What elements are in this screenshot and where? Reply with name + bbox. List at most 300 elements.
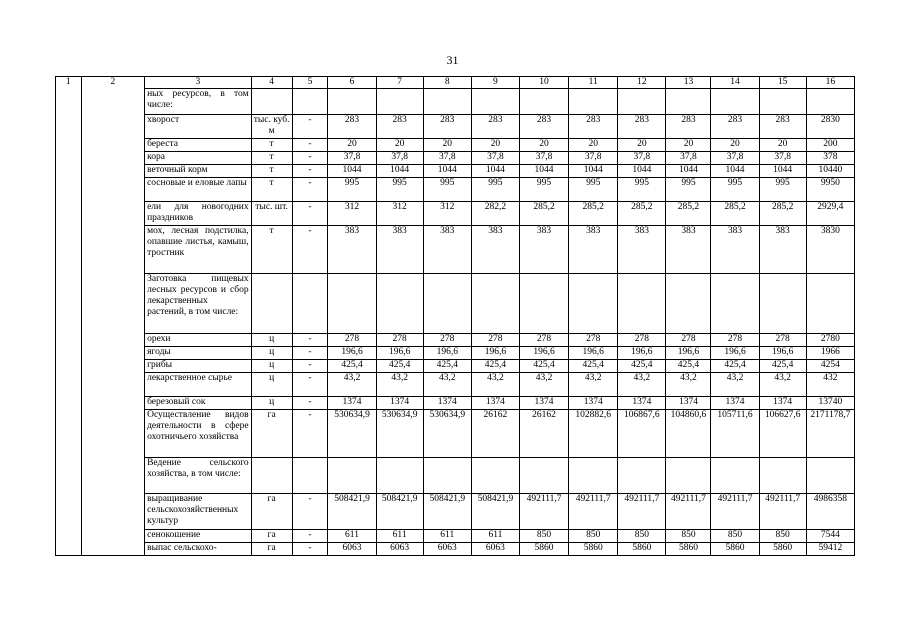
empty-cell [56, 226, 82, 274]
header-cell: 11 [569, 77, 618, 89]
value-cell: 37,8 [519, 152, 568, 165]
value-cell: 6063 [423, 543, 471, 556]
table-row [56, 360, 855, 373]
value-cell: 492111,7 [569, 494, 618, 530]
unit-cell: т [251, 226, 292, 274]
value-cell: 20 [423, 139, 471, 152]
value-cell: 285,2 [711, 202, 759, 226]
empty-cell [81, 360, 145, 373]
value-cell: 850 [569, 530, 618, 543]
unit-cell: ц [251, 360, 292, 373]
value-cell: 1374 [471, 397, 519, 410]
value-cell: 383 [328, 226, 376, 274]
resource-name-cell: береста [145, 139, 252, 152]
resource-name-cell: ели для новогодних праздников [145, 202, 252, 226]
table-row [56, 226, 855, 274]
value-cell: 285,2 [519, 202, 568, 226]
header-cell: 2 [81, 77, 145, 89]
value-cell: 4254 [806, 360, 854, 373]
value-cell: 611 [376, 530, 423, 543]
value-cell: 278 [328, 334, 376, 347]
table-row [56, 397, 855, 410]
empty-cell [81, 530, 145, 543]
value-cell: 26162 [471, 410, 519, 458]
value-cell: 196,6 [471, 347, 519, 360]
value-cell: 37,8 [328, 152, 376, 165]
empty-cell [56, 139, 82, 152]
value-cell: 200 [806, 139, 854, 152]
value-cell [423, 89, 471, 115]
value-cell: 37,8 [618, 152, 666, 165]
table-row [56, 139, 855, 152]
value-cell: 508421,9 [423, 494, 471, 530]
value-cell: 37,8 [423, 152, 471, 165]
value-cell: 105711,6 [711, 410, 759, 458]
empty-cell [56, 410, 82, 458]
empty-cell [81, 334, 145, 347]
value-cell [519, 89, 568, 115]
value-cell: 1374 [759, 397, 806, 410]
resource-name-cell: мох, лесная подстилка, опавшие листья, камыш, тростник [145, 226, 252, 274]
value-cell: 995 [711, 178, 759, 202]
resource-name-cell: выпас сельскохо- [145, 543, 252, 556]
table-row [56, 347, 855, 360]
value-cell: 20 [328, 139, 376, 152]
value-cell: 278 [423, 334, 471, 347]
header-cell: 5 [292, 77, 328, 89]
value-cell: 1374 [569, 397, 618, 410]
column-5-cell: - [292, 165, 328, 178]
value-cell: 37,8 [376, 152, 423, 165]
value-cell: 43,2 [328, 373, 376, 397]
header-cell: 1 [56, 77, 82, 89]
value-cell [618, 274, 666, 334]
value-cell: 850 [519, 530, 568, 543]
value-cell: 37,8 [569, 152, 618, 165]
value-cell: 425,4 [759, 360, 806, 373]
value-cell [328, 274, 376, 334]
value-cell: 278 [618, 334, 666, 347]
column-5-cell: - [292, 202, 328, 226]
empty-cell [56, 347, 82, 360]
value-cell: 13740 [806, 397, 854, 410]
resource-name-cell: ных ресурсов, в том числе: [145, 89, 252, 115]
table-row [56, 89, 855, 115]
value-cell: 5860 [519, 543, 568, 556]
value-cell: 1374 [666, 397, 711, 410]
value-cell: 1374 [376, 397, 423, 410]
table-row [56, 202, 855, 226]
empty-cell [81, 202, 145, 226]
value-cell [471, 458, 519, 494]
empty-cell [56, 89, 82, 115]
value-cell: 995 [423, 178, 471, 202]
empty-cell [81, 139, 145, 152]
value-cell: 1044 [711, 165, 759, 178]
value-cell: 285,2 [666, 202, 711, 226]
value-cell: 995 [618, 178, 666, 202]
column-5-cell: - [292, 360, 328, 373]
empty-cell [81, 494, 145, 530]
value-cell: 106867,6 [618, 410, 666, 458]
value-cell: 283 [376, 115, 423, 139]
value-cell: 383 [423, 226, 471, 274]
value-cell: 611 [328, 530, 376, 543]
empty-cell [56, 202, 82, 226]
empty-cell [81, 543, 145, 556]
value-cell: 7544 [806, 530, 854, 543]
value-cell: 283 [666, 115, 711, 139]
value-cell: 1044 [328, 165, 376, 178]
value-cell: 508421,9 [328, 494, 376, 530]
value-cell: 43,2 [666, 373, 711, 397]
value-cell: 383 [666, 226, 711, 274]
header-row [56, 77, 855, 89]
value-cell: 1044 [666, 165, 711, 178]
unit-cell: т [251, 178, 292, 202]
empty-cell [81, 373, 145, 397]
unit-cell: тыс. куб. м [251, 115, 292, 139]
value-cell: 102882,6 [569, 410, 618, 458]
value-cell: 2171178,7 [806, 410, 854, 458]
unit-cell: га [251, 410, 292, 458]
value-cell [666, 458, 711, 494]
value-cell: 20 [711, 139, 759, 152]
value-cell: 283 [519, 115, 568, 139]
value-cell: 1374 [328, 397, 376, 410]
value-cell: 383 [376, 226, 423, 274]
value-cell: 425,4 [711, 360, 759, 373]
value-cell: 1966 [806, 347, 854, 360]
table-row [56, 410, 855, 458]
value-cell: 26162 [519, 410, 568, 458]
unit-cell: ц [251, 373, 292, 397]
resource-name-cell: Заготовка пищевых лесных ресурсов и сбор лекарственных растений, в том числе: [145, 274, 252, 334]
value-cell: 1044 [618, 165, 666, 178]
value-cell [759, 458, 806, 494]
unit-cell: га [251, 494, 292, 530]
empty-cell [56, 494, 82, 530]
unit-cell: тыс. шт. [251, 202, 292, 226]
value-cell: 530634,9 [328, 410, 376, 458]
unit-cell: ц [251, 347, 292, 360]
empty-cell [81, 397, 145, 410]
value-cell: 5860 [711, 543, 759, 556]
value-cell: 278 [666, 334, 711, 347]
value-cell: 4986358 [806, 494, 854, 530]
value-cell: 196,6 [328, 347, 376, 360]
value-cell [711, 274, 759, 334]
header-cell: 9 [471, 77, 519, 89]
value-cell: 530634,9 [423, 410, 471, 458]
empty-cell [56, 360, 82, 373]
value-cell: 383 [759, 226, 806, 274]
resource-name-cell: хворост [145, 115, 252, 139]
page-number: 31 [446, 53, 459, 67]
value-cell: 6063 [376, 543, 423, 556]
value-cell [569, 458, 618, 494]
value-cell: 3830 [806, 226, 854, 274]
value-cell: 492111,7 [618, 494, 666, 530]
value-cell: 10440 [806, 165, 854, 178]
unit-cell [251, 458, 292, 494]
unit-cell: га [251, 543, 292, 556]
value-cell: 43,2 [519, 373, 568, 397]
column-5-cell: - [292, 397, 328, 410]
value-cell: 196,6 [423, 347, 471, 360]
column-5-cell: - [292, 226, 328, 274]
table-row [56, 274, 855, 334]
value-cell: 196,6 [519, 347, 568, 360]
empty-cell [56, 458, 82, 494]
header-cell: 8 [423, 77, 471, 89]
empty-cell [81, 165, 145, 178]
value-cell [328, 458, 376, 494]
column-5-cell [292, 274, 328, 334]
value-cell: 196,6 [569, 347, 618, 360]
value-cell [666, 89, 711, 115]
value-cell: 283 [618, 115, 666, 139]
value-cell: 196,6 [376, 347, 423, 360]
value-cell: 285,2 [618, 202, 666, 226]
header-cell: 7 [376, 77, 423, 89]
value-cell [569, 274, 618, 334]
header-cell: 12 [618, 77, 666, 89]
value-cell [711, 458, 759, 494]
value-cell [423, 458, 471, 494]
table-row [56, 152, 855, 165]
value-cell: 425,4 [618, 360, 666, 373]
value-cell [806, 89, 854, 115]
value-cell: 43,2 [376, 373, 423, 397]
value-cell: 43,2 [423, 373, 471, 397]
value-cell: 492111,7 [759, 494, 806, 530]
value-cell: 43,2 [711, 373, 759, 397]
value-cell: 20 [666, 139, 711, 152]
value-cell [569, 89, 618, 115]
header-cell: 14 [711, 77, 759, 89]
empty-cell [56, 543, 82, 556]
value-cell: 196,6 [666, 347, 711, 360]
column-5-cell: - [292, 494, 328, 530]
value-cell: 9950 [806, 178, 854, 202]
table-row [56, 334, 855, 347]
value-cell: 1044 [423, 165, 471, 178]
table-row [56, 494, 855, 530]
value-cell: 278 [711, 334, 759, 347]
header-cell: 6 [328, 77, 376, 89]
value-cell: 1044 [569, 165, 618, 178]
value-cell: 20 [759, 139, 806, 152]
empty-cell [81, 410, 145, 458]
empty-cell [81, 89, 145, 115]
unit-cell: га [251, 530, 292, 543]
value-cell [759, 89, 806, 115]
value-cell: 283 [471, 115, 519, 139]
empty-cell [56, 165, 82, 178]
value-cell: 850 [666, 530, 711, 543]
value-cell: 383 [618, 226, 666, 274]
table-row [56, 115, 855, 139]
column-5-cell: - [292, 139, 328, 152]
header-cell: 16 [806, 77, 854, 89]
value-cell: 383 [519, 226, 568, 274]
value-cell: 37,8 [711, 152, 759, 165]
empty-cell [81, 458, 145, 494]
value-cell: 43,2 [759, 373, 806, 397]
value-cell: 1044 [376, 165, 423, 178]
unit-cell: т [251, 139, 292, 152]
value-cell [519, 458, 568, 494]
value-cell [471, 274, 519, 334]
column-5-cell: - [292, 152, 328, 165]
resource-name-cell: ягоды [145, 347, 252, 360]
value-cell: 37,8 [759, 152, 806, 165]
value-cell: 5860 [666, 543, 711, 556]
unit-cell: ц [251, 397, 292, 410]
value-cell: 6063 [471, 543, 519, 556]
column-5-cell: - [292, 178, 328, 202]
resource-name-cell: Ведение сельского хозяйства, в том числе: [145, 458, 252, 494]
column-5-cell [292, 458, 328, 494]
column-5-cell: - [292, 334, 328, 347]
value-cell: 20 [471, 139, 519, 152]
column-5-cell: - [292, 373, 328, 397]
value-cell: 278 [519, 334, 568, 347]
resource-name-cell: Осуществление видов деятельности в сфере охотничьего хозяйства [145, 410, 252, 458]
unit-cell: т [251, 165, 292, 178]
column-5-cell: - [292, 530, 328, 543]
value-cell: 1374 [423, 397, 471, 410]
value-cell: 43,2 [471, 373, 519, 397]
value-cell [711, 89, 759, 115]
value-cell: 995 [376, 178, 423, 202]
empty-cell [56, 178, 82, 202]
resource-name-cell: березовый сок [145, 397, 252, 410]
value-cell: 196,6 [711, 347, 759, 360]
column-5-cell [292, 89, 328, 115]
value-cell: 5860 [569, 543, 618, 556]
column-5-cell: - [292, 115, 328, 139]
value-cell [376, 458, 423, 494]
resource-name-cell: грибы [145, 360, 252, 373]
value-cell: 285,2 [569, 202, 618, 226]
value-cell [328, 89, 376, 115]
value-cell: 425,4 [376, 360, 423, 373]
value-cell: 383 [569, 226, 618, 274]
value-cell: 312 [423, 202, 471, 226]
empty-cell [56, 152, 82, 165]
value-cell: 312 [328, 202, 376, 226]
value-cell: 1044 [759, 165, 806, 178]
value-cell: 20 [376, 139, 423, 152]
value-cell: 43,2 [618, 373, 666, 397]
empty-cell [56, 274, 82, 334]
empty-cell [56, 334, 82, 347]
value-cell: 283 [569, 115, 618, 139]
resource-name-cell: сенокошение [145, 530, 252, 543]
value-cell: 283 [328, 115, 376, 139]
value-cell: 425,4 [666, 360, 711, 373]
value-cell [666, 274, 711, 334]
table-row [56, 530, 855, 543]
value-cell: 283 [711, 115, 759, 139]
header-cell: 10 [519, 77, 568, 89]
value-cell: 425,4 [423, 360, 471, 373]
value-cell: 850 [711, 530, 759, 543]
value-cell: 2780 [806, 334, 854, 347]
empty-cell [81, 178, 145, 202]
value-cell: 1374 [711, 397, 759, 410]
resource-name-cell: лекарственное сырье [145, 373, 252, 397]
value-cell: 530634,9 [376, 410, 423, 458]
value-cell: 20 [519, 139, 568, 152]
value-cell: 492111,7 [666, 494, 711, 530]
value-cell: 104860,6 [666, 410, 711, 458]
value-cell: 995 [759, 178, 806, 202]
resource-name-cell: кора [145, 152, 252, 165]
header-cell: 13 [666, 77, 711, 89]
column-5-cell: - [292, 347, 328, 360]
column-5-cell: - [292, 410, 328, 458]
value-cell: 1374 [519, 397, 568, 410]
value-cell: 383 [711, 226, 759, 274]
value-cell: 37,8 [471, 152, 519, 165]
empty-cell [56, 373, 82, 397]
value-cell: 425,4 [569, 360, 618, 373]
value-cell: 278 [759, 334, 806, 347]
value-cell: 196,6 [618, 347, 666, 360]
value-cell: 282,2 [471, 202, 519, 226]
value-cell: 995 [328, 178, 376, 202]
value-cell: 5860 [759, 543, 806, 556]
value-cell: 278 [376, 334, 423, 347]
value-cell: 425,4 [519, 360, 568, 373]
empty-cell [81, 115, 145, 139]
value-cell: 59412 [806, 543, 854, 556]
value-cell: 425,4 [471, 360, 519, 373]
value-cell: 278 [471, 334, 519, 347]
value-cell: 995 [666, 178, 711, 202]
unit-cell [251, 274, 292, 334]
value-cell: 508421,9 [376, 494, 423, 530]
resource-name-cell: выращивание сельскохозяйственных культур [145, 494, 252, 530]
data-table [55, 76, 855, 556]
table-row [56, 543, 855, 556]
value-cell: 2830 [806, 115, 854, 139]
empty-cell [81, 347, 145, 360]
value-cell: 492111,7 [519, 494, 568, 530]
value-cell [471, 89, 519, 115]
empty-cell [56, 397, 82, 410]
value-cell: 995 [569, 178, 618, 202]
empty-cell [56, 115, 82, 139]
header-cell: 3 [145, 77, 252, 89]
unit-cell [251, 89, 292, 115]
value-cell: 1044 [519, 165, 568, 178]
resource-name-cell: орехи [145, 334, 252, 347]
value-cell: 850 [618, 530, 666, 543]
value-cell: 312 [376, 202, 423, 226]
value-cell: 611 [423, 530, 471, 543]
unit-cell: ц [251, 334, 292, 347]
value-cell: 283 [423, 115, 471, 139]
value-cell: 5860 [618, 543, 666, 556]
resource-name-cell: веточный корм [145, 165, 252, 178]
value-cell: 43,2 [569, 373, 618, 397]
header-cell: 15 [759, 77, 806, 89]
value-cell [759, 274, 806, 334]
